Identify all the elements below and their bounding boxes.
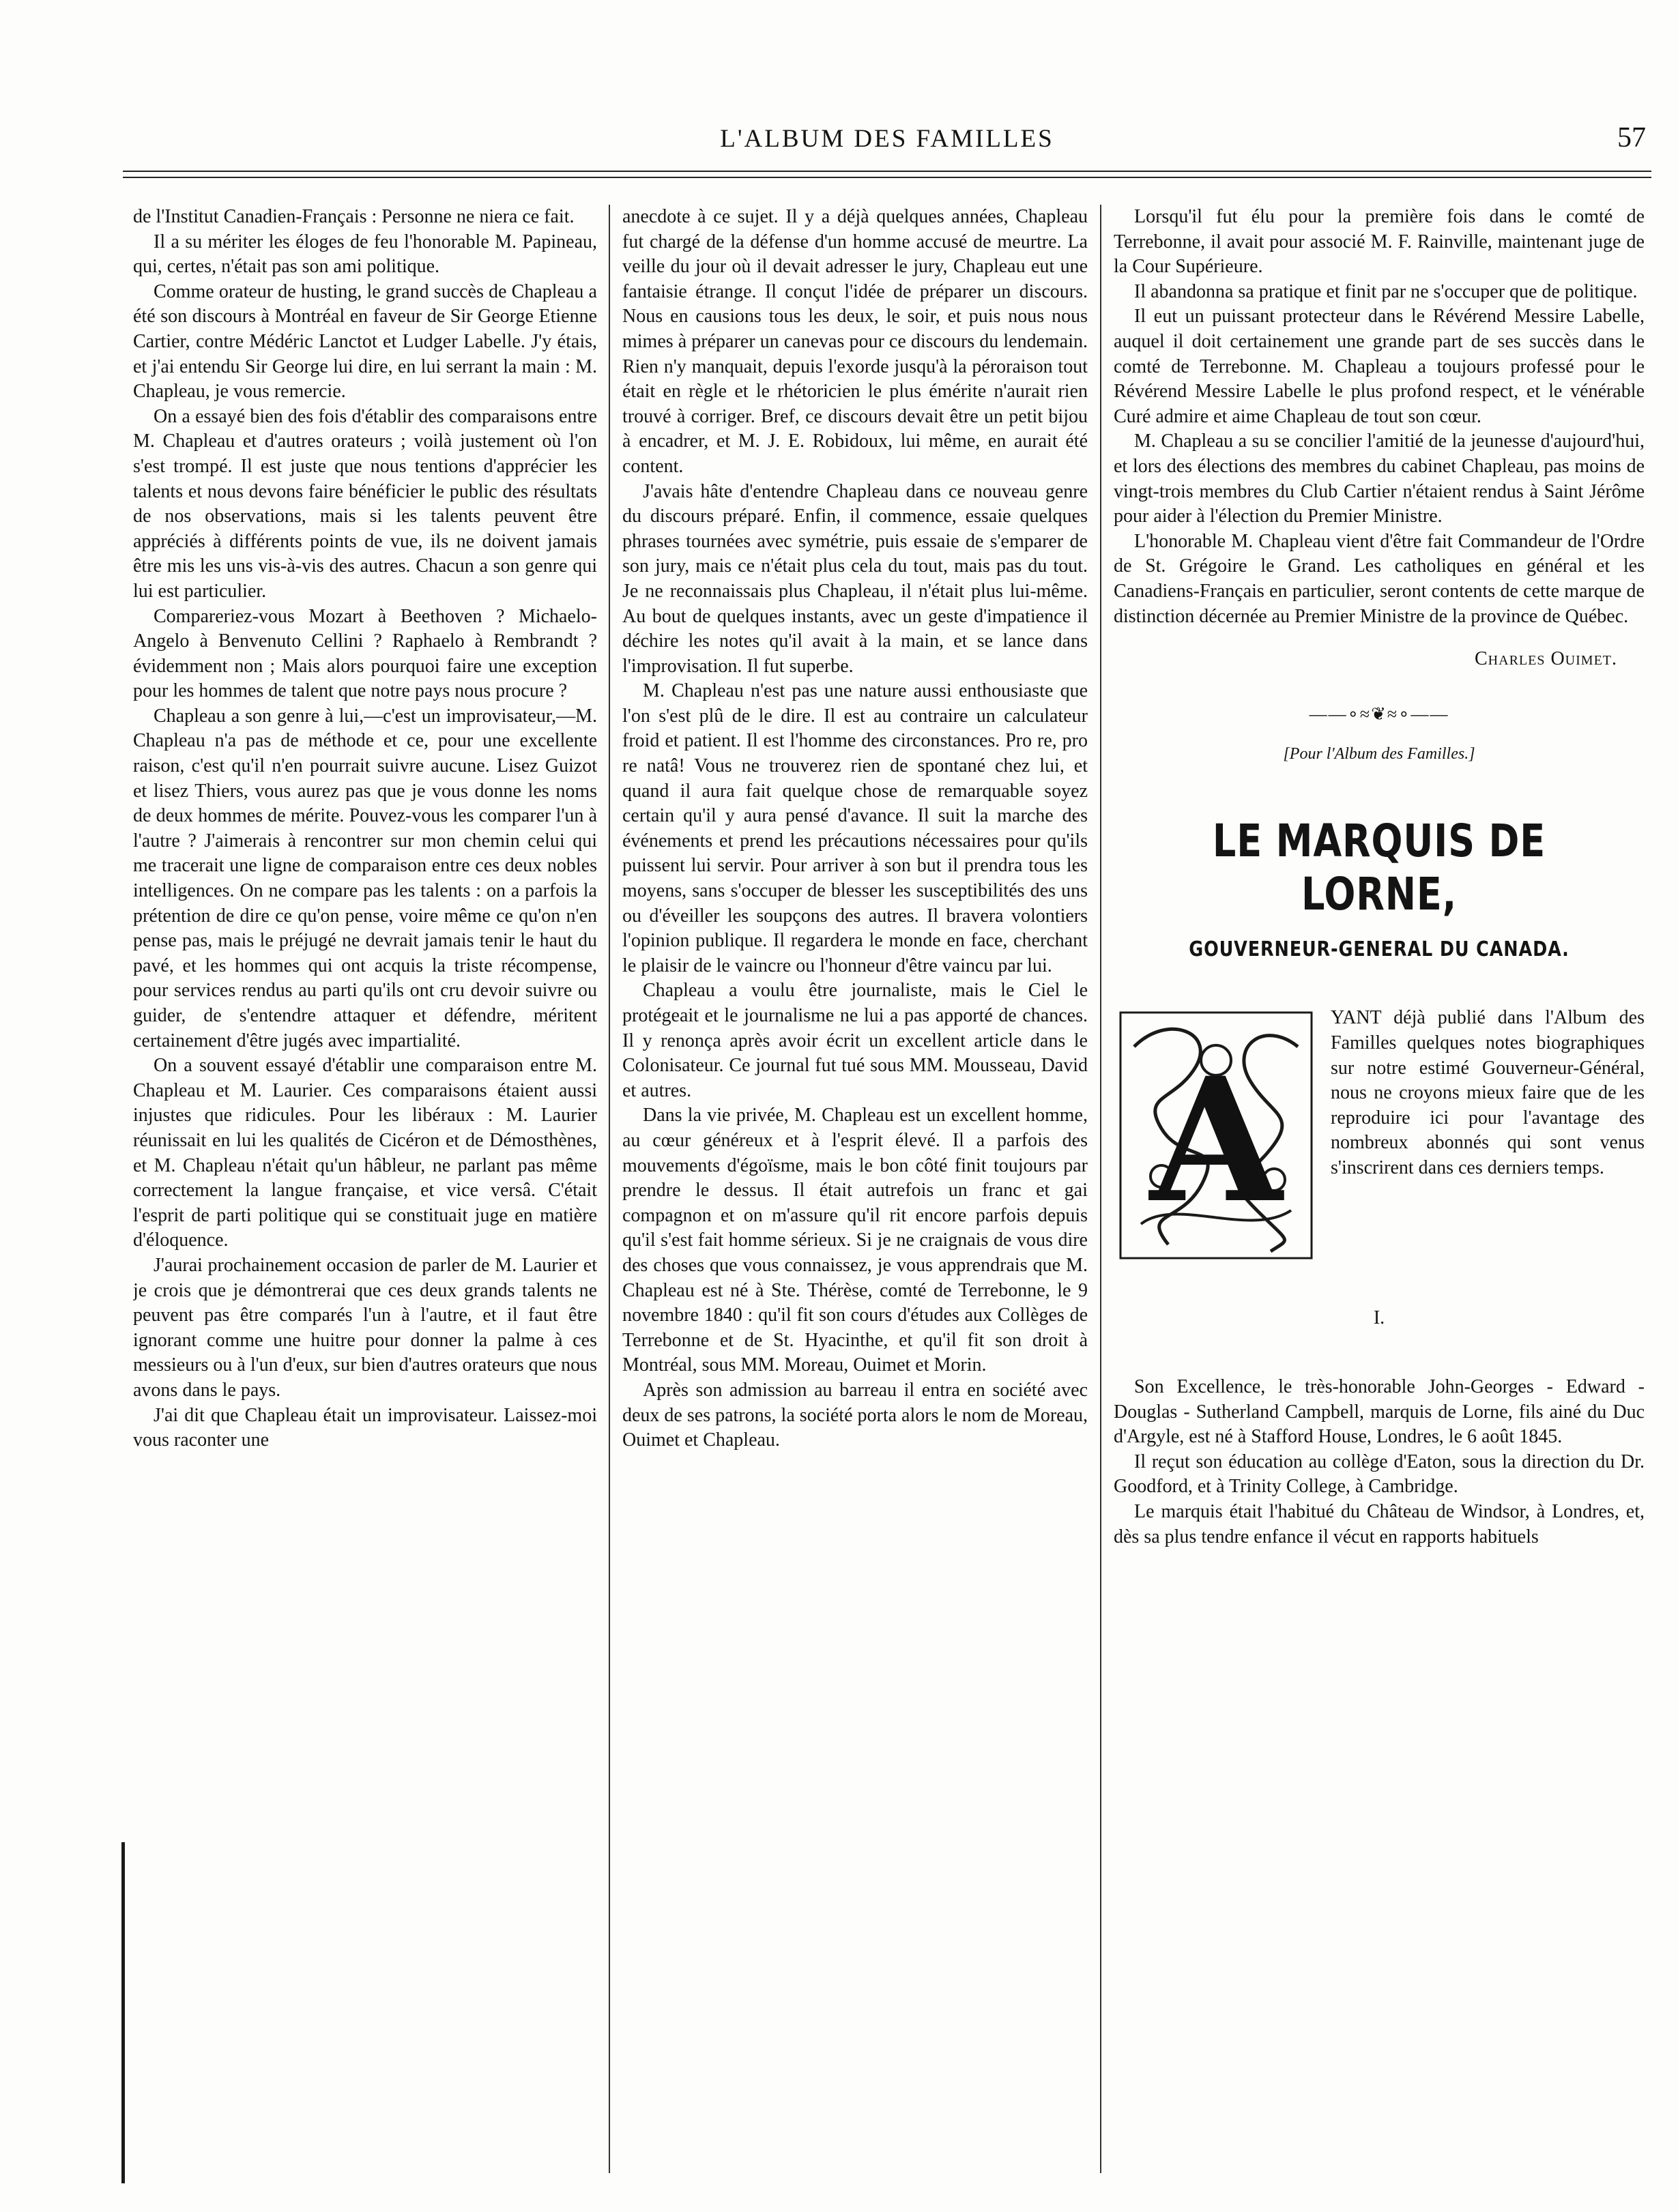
decorative-dropcap <box>1114 1006 1318 1265</box>
paragraph: anecdote à ce sujet. Il y a déjà quelques années, Chapleau fut chargé de la défense d'un homme accusé de meurtre. La veille du jour où il devait adresser le jury, Chapleau eut une fantaisie étrange. Il conçut l'idée de préparer un discours. Nous en causions tous les deux, le soir, et puis nous nous mimes à préparer un canevas pour ce discours du lendemain. Rien n'y manquait, depuis l'exorde jusqu'à la péroraison tout était en règle et le rhétoricien le plus émérite n'aurait rien trouvé à corriger. Bref, ce discours devait être un petit bijou à encadrer, et M. J. E. Robidoux, lui même, en aurait été content. <box>622 206 1088 477</box>
paragraph: Il abandonna sa pratique et finit par ne s'occuper que de politique. <box>1134 280 1638 302</box>
paragraph: J'ai dit que Chapleau était un improvisateur. Laissez-moi vous raconter une <box>133 1404 597 1451</box>
column-divider <box>1100 205 1101 2173</box>
running-header <box>123 124 1651 172</box>
paragraph: Compareriez-vous Mozart à Beethoven ? Michaelo-Angelo à Benvenuto Cellini ? Raphaelo à Rembrandt ? évidemment non ; Mais alors pourquoi faire une exception pour les hommes de talent que notre pays nous procure ? <box>133 605 597 702</box>
paragraph: On a essayé bien des fois d'établir des comparaisons entre M. Chapleau et d'autres orateurs ; voilà justement où l'on s'est trompé. Il est juste que nous tentions d'apprécier les talents et nous devons faire bénéficier le public des résultats de nos observations, mais si les talents peuvent être appréciés à différents points de vue, ils ne doivent jamais être mis les uns vis-à-vis des autres. Chacun a son genre qui lui est particulier. <box>133 405 597 602</box>
section-number: I. <box>1373 1307 1385 1329</box>
article-headline: LE MARQUIS DE LORNE, <box>1212 814 1546 920</box>
paragraph: M. Chapleau n'est pas une nature aussi enthousiaste que l'on s'est plû de le dire. Il est au contraire un calculateur froid et patient. Il est l'homme des circonstances. Pro re, pro re natâ! Vous ne trouverez rien de spontané chez lui, et quand il aura fait quelque chose de remarquable soyez certain qu'il y aura pensé d'avance. Il suit la marche des événements et prend les précautions nécessaires pour qu'ils puissent lui servir. Pour arriver à son but il prendra tous les moyens, sans s'occuper de blesser les susceptibilités des uns ou d'éveiller les soupçons des autres. Il bravera volontiers l'opinion publique. Il regardera le monde en face, cherchant le plaisir de le vaincre ou l'honneur d'être vaincu par lui. <box>622 680 1088 976</box>
paragraph: Dans la vie privée, M. Chapleau est un excellent homme, au cœur généreux et à l'esprit élevé. Il a parfois des mouvements d'égoïsme, mais le bon côté finit toujours par prendre le dessus. Il était autrefois un franc et gai compagnon et on m'assure qu'il rit encore parfois depuis qu'il s'est fait homme sérieux. Si je ne craignais de vous dire des choses que vous connaissez, je vous apprendrais que M. Chapleau est né à Ste. Thérèse, comté de Terrebonne, le 9 novembre 1840 : qu'il fit son cours d'études aux Collèges de Terrebonne et de St. Hyacinthe, et qu'il fit son droit à Montréal, sous MM. Moreau, Ouimet et Morin. <box>622 1105 1088 1376</box>
paragraph: Comme orateur de husting, le grand succès de Chapleau a été son discours à Montréal en faveur de Sir George Etienne Cartier, contre Médéric Lanctot et Ludger Labelle. J'y étais, et j'ai entendu Sir George lui dire, en lui serrant la main : M. Chapleau, je vous remercie. <box>133 280 597 403</box>
paragraph: M. Chapleau a su se concilier l'amitié de la jeunesse d'aujourd'hui, et lors des élections des membres du cabinet Chapleau, pas moins de vingt-trois membres du Club Cartier n'étaient rendus à Saint Jérôme pour aider à l'élection du Premier Ministre. <box>1114 431 1645 527</box>
paragraph: Il reçut son éducation au collège d'Eaton, sous la direction du Dr. Goodford, et à Trinity College, à Cambridge. <box>1114 1451 1645 1498</box>
paragraph: J'avais hâte d'entendre Chapleau dans ce nouveau genre du discours préparé. Enfin, il commence, essaie quelques phrases tournées avec symétrie, puis essaie de s'emparer de son jury, mais ce n'était plus cela du tout, mais pas du tout. Je ne reconnaissais plus Chapleau, il n'était plus lui-même. Au bout de quelques instants, avec un geste d'impatience il déchire les notes qu'il avait à la main, et se lance dans l'improvisation. Il fut superbe. <box>622 480 1088 677</box>
column-divider <box>609 205 610 2173</box>
paragraph: J'aurai prochainement occasion de parler de M. Laurier et je crois que je démontrerai que ces deux grands talents ne peuvent pas être comparés l'un à l'autre, et il faut être ignorant comme une huitre pour donner la palme à ces messieurs ou à l'un d'eux, sur bien d'autres orateurs que nous avons dans le pays. <box>133 1254 597 1401</box>
article-subheadline: GOUVERNEUR-GENERAL DU CANADA. <box>1189 937 1569 961</box>
dropcap-ornament-icon <box>1114 1006 1318 1265</box>
paragraph: Lorsqu'il fut élu pour la première fois dans le comté de Terrebonne, il avait pour associé M. F. Rainville, maintenant juge de la Cour Supérieure. <box>1114 206 1645 278</box>
ornament-divider: ——∘≈❦≈∘—— <box>1309 703 1449 724</box>
paragraph: Chapleau a voulu être journaliste, mais le Ciel le protégeait et le journalisme ne lui a pas apporté de chances. Il y renonça après avoir écrit un excellent article dans le Colonisateur. Ce journal fut tué sous MM. Mousseau, David et autres. <box>622 980 1088 1101</box>
dropcap-letter: A <box>1150 1040 1282 1241</box>
source-credit: [Pour l'Album des Familles.] <box>1283 745 1475 763</box>
page-number: 57 <box>1617 122 1646 154</box>
paragraph: Il a su mériter les éloges de feu l'honorable M. Papineau, qui, certes, n'était pas son ami politique. <box>133 231 597 278</box>
paragraph: Le marquis était l'habitué du Château de Windsor, à Londres, et, dès sa plus tendre enfance il vécut en rapports habituels <box>1114 1501 1645 1547</box>
paragraph: Après son admission au barreau il entra en société avec deux de ses patrons, la société porta alors le nom de Moreau, Ouimet et Chapleau. <box>622 1379 1088 1451</box>
paragraph: de l'Institut Canadien-Français : Personne ne niera ce fait. <box>133 206 575 227</box>
column-1 <box>133 205 597 2197</box>
paragraph: Il eut un puissant protecteur dans le Révérend Messire Labelle, auquel il doit certainement une grande part de ses succès dans le comté de Terrebonne. M. Chapleau a toujours professé pour le Révérend Messire Labelle le plus profond respect, et le vénérable Curé admire et aime Chapleau de tout son cœur. <box>1114 306 1645 427</box>
intro-paragraph: YANT déjà publié dans l'Album des Familles quelques notes biographiques sur notre estimé Gouverneur-Général, nous ne croyons mieux faire que de les reproduire ici pour l'avantage des nombreux abonnés qui sont venus s'inscrirent dans ces derniers temps. <box>1331 1007 1645 1179</box>
running-title: L'ALBUM DES FAMILLES <box>720 125 1054 153</box>
paragraph: Son Excellence, le très-honorable John-Georges - Edward - Douglas - Sutherland Campbell, marquis de Lorne, fils ainé du Duc d'Argyle, est né à Stafford House, Londres, le 6 août 1845. <box>1114 1376 1645 1448</box>
column-2 <box>622 205 1088 2197</box>
column-3 <box>1114 205 1645 2197</box>
author-signature: Charles Ouimet. <box>1475 648 1617 670</box>
margin-bar <box>121 1842 125 2183</box>
paragraph: L'honorable M. Chapleau vient d'être fait Commandeur de l'Ordre de St. Grégoire le Grand. Les catholiques en général et les Canadiens-Français en particulier, seront contents de cette marque de distinction décernée au Premier Ministre de la province de Québec. <box>1114 530 1645 627</box>
header-double-rule <box>123 171 1651 178</box>
paragraph: On a souvent essayé d'établir une comparaison entre M. Chapleau et M. Laurier. Ces comparaisons étaient aussi injustes que ridicules. Pour les libéraux : M. Laurier réunissait en lui les qualités de Cicéron et de Démosthènes, et M. Chapleau n'était qu'un hâbleur, ne parlant pas même correctement la langue française, et vice versâ. C'était l'esprit de parti politique qui se constituait juge en matière d'éloquence. <box>133 1055 597 1251</box>
paragraph: Chapleau a son genre à lui,—c'est un improvisateur,—M. Chapleau n'a pas de méthode et ce, pour une excellente raison, c'est qu'il n'en pourrait suivre aucune. Lisez Guizot et lisez Thiers, vous aurez pas que je vous donne les noms de deux hommes de mérite. Pouvez-vous les comparer l'un à l'autre ? J'aimerais à rencontrer sur mon chemin celui qui me tracerait une ligne de comparaison entre ces deux nobles intelligences. On ne compare pas les talents : on a parfois la prétention de dire ce qu'on pense, voire même ce qu'on n'en pense pas, mais le préjugé ne devrait jamais tenir le haut du pavé, et les hommes qui ont acquis la triste récompense, pour services rendus au parti qu'ils ont cru devoir suivre ou guider, de s'entendre attaquer et défendre, méritent certainement d'être jugés avec impartialité. <box>133 705 597 1051</box>
